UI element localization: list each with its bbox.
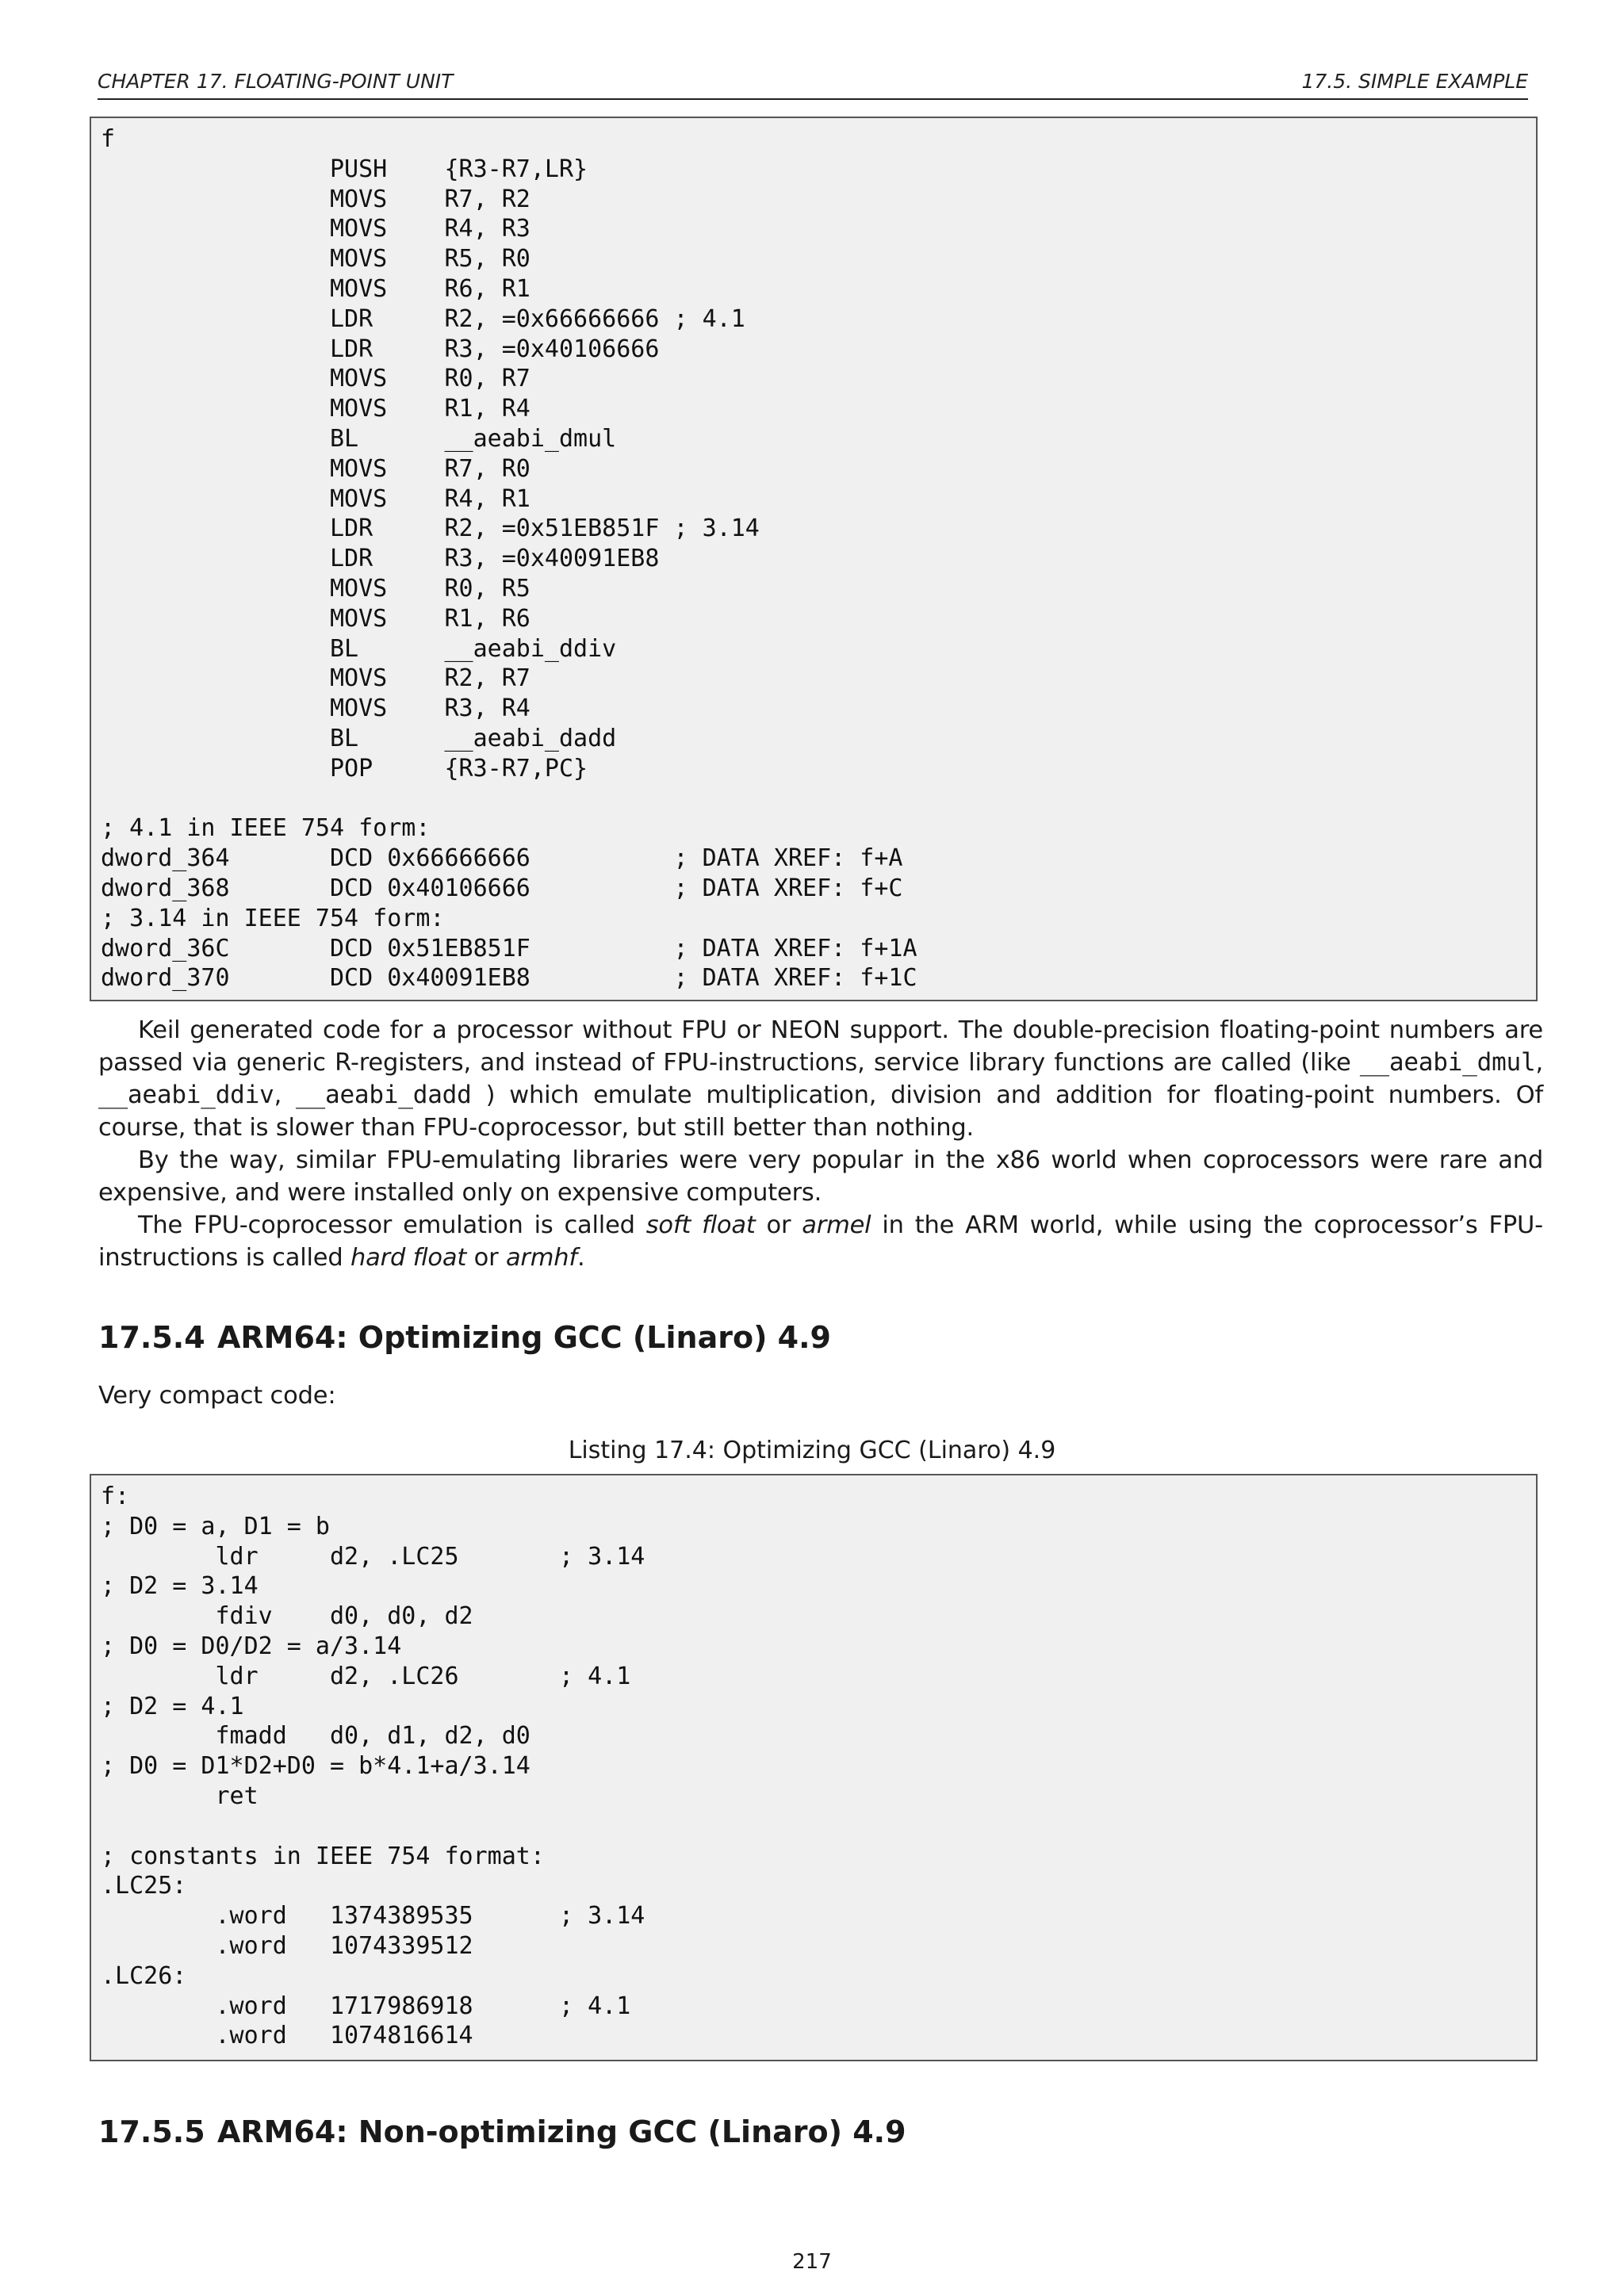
running-header (98, 68, 1528, 100)
code-line: ; D2 = 3.14 (101, 1572, 259, 1601)
code-line: MOVS R2, R7 (101, 664, 530, 693)
para3-text-e: . (576, 1244, 585, 1272)
paragraph-x86-libraries: By the way, similar FPU-emulating libraries were very popular in the x86 world when coprocessors were rare and expensive, and were installed only on expensive computers. (98, 1146, 1543, 1207)
paragraph-soft-float (98, 1209, 1543, 1274)
code-line (101, 1812, 1536, 1842)
code-line: .word 1074339512 (101, 1931, 473, 1960)
code-line: ldr d2, .LC25 ; 3.14 (101, 1542, 645, 1571)
code-line: MOVS R1, R6 (101, 604, 530, 633)
code-line: LDR R3, =0x40106666 (101, 335, 660, 363)
para3-text-c: in the ARM world, while using the coprocessor’s FPU-instructions is called (98, 1211, 1543, 1272)
section-title: ARM64: Non-optimizing GCC (Linaro) 4.9 (217, 2114, 906, 2149)
section-title: ARM64: Optimizing GCC (Linaro) 4.9 (217, 1320, 831, 1355)
code-line: PUSH {R3-R7,LR} (101, 155, 588, 183)
para3-text-b: or (755, 1211, 802, 1239)
code-line: MOVS R4, R3 (101, 215, 530, 243)
code-line: f (101, 125, 116, 153)
code-aeabi-ddiv: __aeabi_ddiv (98, 1081, 274, 1109)
code-line: dword_36C DCD 0x51EB851F ; DATA XREF: f+1A (101, 934, 917, 962)
code-line: MOVS R0, R5 (101, 574, 530, 603)
code-line: LDR R2, =0x66666666 ; 4.1 (101, 304, 745, 333)
code-line: ldr d2, .LC26 ; 4.1 (101, 1662, 631, 1690)
code-line: ; 3.14 in IEEE 754 form: (101, 904, 445, 932)
code-line: .LC25: (101, 1872, 187, 1900)
para1-sep-b: , (274, 1081, 297, 1109)
code-line: ; D0 = D0/D2 = a/3.14 (101, 1632, 402, 1660)
code-line: .word 1374389535 ; 3.14 (101, 1902, 645, 1931)
code-line: LDR R2, =0x51EB851F ; 3.14 (101, 515, 760, 543)
code-line: LDR R3, =0x40091EB8 (101, 545, 660, 573)
code-line: BL __aeabi_dmul (101, 424, 617, 453)
code-line: .word 1717986918 ; 4.1 (101, 1992, 631, 2020)
code-line: MOVS R7, R2 (101, 185, 530, 213)
para1-text-a: Keil generated code for a processor without FPU or NEON support. The double-precision floating-point numbers are passed via generic R-registers, and instead of FPU-instructions, service library functions are called (like (98, 1016, 1543, 1077)
code-line: ; D0 = D1*D2+D0 = b*4.1+a/3.14 (101, 1752, 530, 1781)
code-line: ; D2 = 4.1 (101, 1692, 244, 1720)
code-line: MOVS R1, R4 (101, 395, 530, 423)
section-heading-17-5-4 (98, 1320, 831, 1355)
code-line: dword_370 DCD 0x40091EB8 ; DATA XREF: f+1C (101, 964, 917, 993)
code-line: dword_364 DCD 0x66666666 ; DATA XREF: f+A (101, 844, 903, 873)
para1-sep-a: , (1535, 1049, 1543, 1077)
section-number: 17.5.5 (98, 2114, 205, 2149)
code-line: ; constants in IEEE 754 format: (101, 1842, 545, 1870)
code-line: ret (101, 1781, 259, 1810)
term-armel: armel (802, 1211, 871, 1239)
code-listing-arm64 (90, 1474, 1538, 2061)
code-line: .word 1074816614 (101, 2022, 473, 2050)
code-line: MOVS R7, R0 (101, 454, 530, 483)
para1-text-b: ) which emulate multiplication, division and addition for floating-point numbers. Of course, that is slower than FPU-coprocessor, but still better than nothing. (98, 1081, 1543, 1142)
paragraph-keil-explanation (98, 1014, 1543, 1144)
code-line: MOVS R5, R0 (101, 245, 530, 274)
code-line: MOVS R4, R1 (101, 484, 530, 513)
code-line: MOVS R6, R1 (101, 274, 530, 303)
term-soft-float: soft float (645, 1211, 756, 1239)
listing-caption: Listing 17.4: Optimizing GCC (Linaro) 4.9 (568, 1437, 1056, 1464)
code-line: .LC26: (101, 1961, 187, 1990)
paragraph-compact-code: Very compact code: (98, 1382, 336, 1410)
term-armhf: armhf (505, 1244, 577, 1272)
code-line: fdiv d0, d0, d2 (101, 1602, 473, 1631)
page-number: 217 (792, 2250, 832, 2274)
para3-text-a: The FPU-coprocessor emulation is called (138, 1211, 646, 1239)
para3-text-d: or (466, 1244, 506, 1272)
header-section: 17.5. SIMPLE EXAMPLE (1301, 70, 1528, 93)
term-hard-float: hard float (350, 1244, 467, 1272)
code-line: ; 4.1 in IEEE 754 form: (101, 814, 431, 843)
code-line: f: (101, 1483, 130, 1510)
code-aeabi-dmul: __aeabi_dmul (1359, 1048, 1536, 1077)
section-heading-17-5-5 (98, 2114, 906, 2149)
code-line: dword_368 DCD 0x40106666 ; DATA XREF: f+C (101, 874, 903, 902)
code-line: MOVS R3, R4 (101, 695, 530, 723)
code-line: BL __aeabi_dadd (101, 724, 617, 752)
code-aeabi-dadd: __aeabi_dadd (296, 1081, 472, 1109)
section-number: 17.5.4 (98, 1320, 205, 1355)
code-line: MOVS R0, R7 (101, 365, 530, 393)
header-chapter: CHAPTER 17. FLOATING-POINT UNIT (98, 70, 454, 93)
code-line (101, 784, 1536, 814)
code-line: POP {R3-R7,PC} (101, 754, 588, 783)
code-line: fmadd d0, d1, d2, d0 (101, 1722, 530, 1751)
code-listing-keil (90, 117, 1538, 1001)
code-line: BL __aeabi_ddiv (101, 634, 617, 663)
code-line: ; D0 = a, D1 = b (101, 1512, 330, 1540)
